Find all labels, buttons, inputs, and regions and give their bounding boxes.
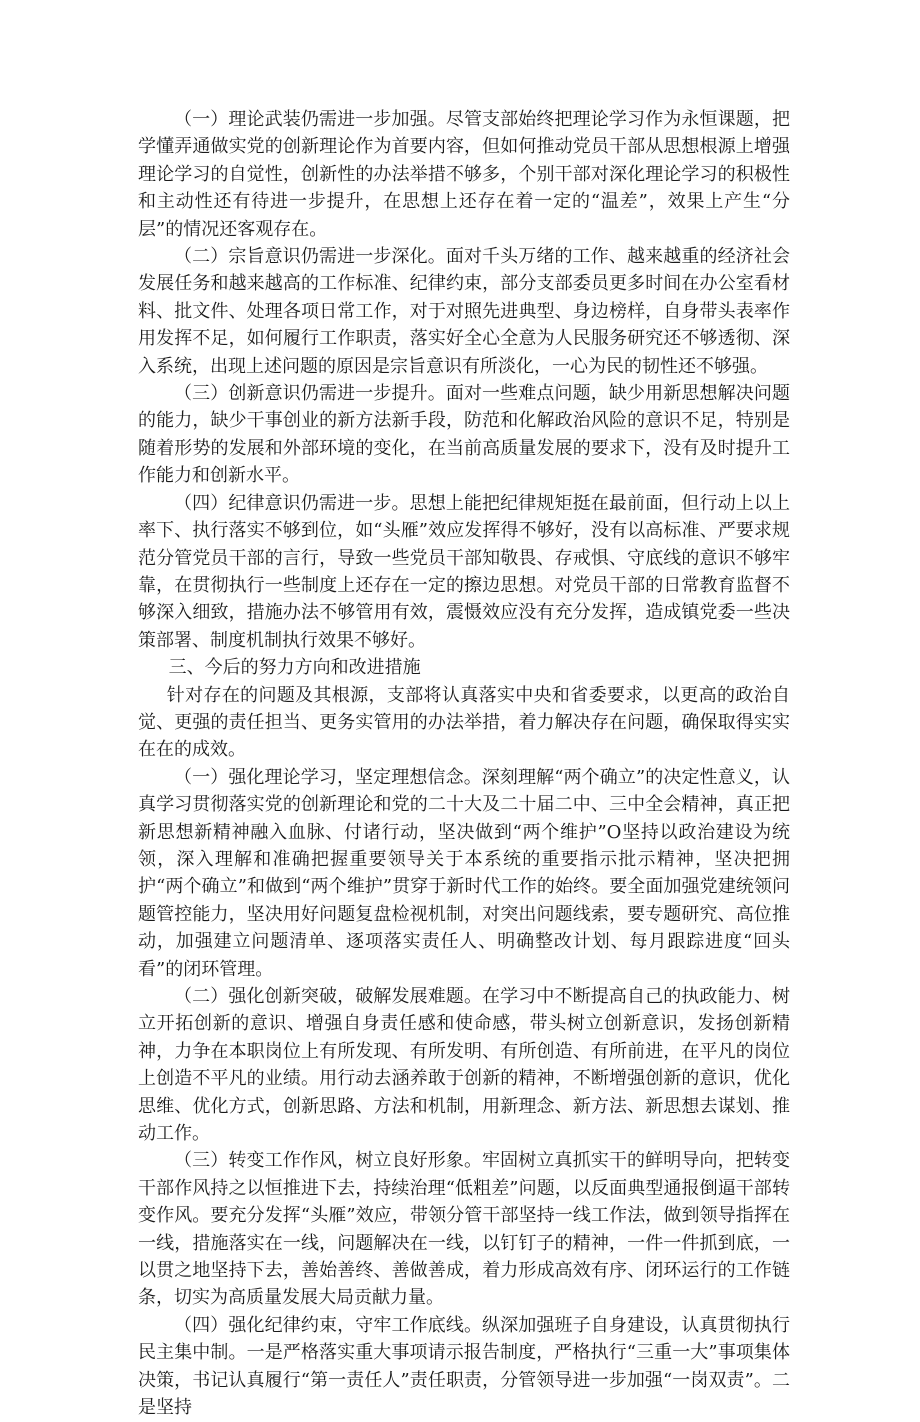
paragraph-measure-discipline: （四）强化纪律约束，守牢工作底线。纵深加强班子自身建设，认真贯彻执行民主集中制。一是严格落实重大事项请示报告制度，严格执行“三重一大”事项集体决策，书记认真履行“第一责任人”责任职责，分管领导进一步加强“一岗双责”。二是坚持 <box>138 1314 790 1419</box>
paragraph-measure-style: （三）转变工作作风，树立良好形象。牢固树立真抓实干的鲜明导向，把转变干部作风持之以恒推进下去，持续治理“低粗差”问题，以反面典型通报倒逼干部转变作风。要充分发挥“头雁”效应，带领分管干部坚持一线工作法，做到领导指挥在一线，措施落实在一线，问题解决在一线，以钉钉子的精神，一件一件抓到底，一以贯之地坚持下去，善始善终、善做善成，着力形成高效有序、闭环运行的工作链条，切实为高质量发展大局贡献力量。 <box>138 1150 790 1309</box>
section-heading-improvement: 三、今后的努力方向和改进措施 <box>168 657 421 679</box>
document-body <box>138 106 790 1422</box>
paragraph-improvement-intro: 针对存在的问题及其根源，支部将认真落实中央和省委要求，以更高的政治自觉、更强的责任担当、更务实管用的办法举措，着力解决存在问题，确保取得实实在在的成效。 <box>138 684 790 761</box>
paragraph-theory-weakness: （一）理论武装仍需进一步加强。尽管支部始终把理论学习作为永恒课题，把学懂弄通做实党的创新理论作为首要内容，但如何推动党员干部从思想根源上增强理论学习的自觉性，创新性的办法举措不够多，个别干部对深化理论学习的积极性和主动性还有待进一步提升，在思想上还存在着一定的“温差”，效果上产生“分层”的情况还客观存在。 <box>138 109 790 240</box>
paragraph-purpose-weakness: （二）宗旨意识仍需进一步深化。面对千头万绪的工作、越来越重的经济社会发展任务和越来越高的工作标准、纪律约束，部分支部委员更多时间在办公室看材料、批文件、处理各项日常工作，对于对照先进典型、身边榜样，自身带头表率作用发挥不足，如何履行工作职责，落实好全心全意为人民服务研究还不够透彻、深入系统，出现上述问题的原因是宗旨意识有所淡化，一心为民的韧性还不够强。 <box>138 246 790 377</box>
paragraph-measure-theory: （一）强化理论学习，坚定理想信念。深刻理解“两个确立”的决定性意义，认真学习贯彻落实党的创新理论和党的二十大及二十届二中、三中全会精神，真正把新思想新精神融入血脉、付诸行动，坚决做到“两个维护”O坚持以政治建设为统领，深入理解和准确把握重要领导关于本系统的重要指示批示精神，坚决把拥护“两个确立”和做到“两个维护”贯穿于新时代工作的始终。要全面加强党建统领问题管控能力，坚决用好问题复盘检视机制，对突出问题线索，要专题研究、高位推动，加强建立问题清单、逐项落实责任人、明确整改计划、每月跟踪进度“回头看”的闭环管理。 <box>138 766 790 980</box>
paragraph-innovation-weakness: （三）创新意识仍需进一步提升。面对一些难点问题，缺少用新思想解决问题的能力，缺少干事创业的新方法新手段，防范和化解政治风险的意识不足，特别是随着形势的发展和外部环境的变化，在当前高质量发展的要求下，没有及时提升工作能力和创新水平。 <box>138 383 790 487</box>
paragraph-discipline-weakness: （四）纪律意识仍需进一步。思想上能把纪律规矩挺在最前面，但行动上以上率下、执行落实不够到位，如“头雁”效应发挥得不够好，没有以高标准、严要求规范分管党员干部的言行，导致一些党员干部知敬畏、存戒惧、守底线的意识不够牢靠，在贯彻执行一些制度上还存在一定的擦边思想。对党员干部的日常教育监督不够深入细致，措施办法不够管用有效，震慑效应没有充分发挥，造成镇党委一些决策部署、制度机制执行效果不够好。 <box>138 492 790 651</box>
paragraph-measure-innovation: （二）强化创新突破，破解发展难题。在学习中不断提高自己的执政能力、树立开拓创新的意识、增强自身责任感和使命感，带头树立创新意识，发扬创新精神，力争在本职岗位上有所发现、有所发明、有所创造、有所前进，在平凡的岗位上创造不平凡的业绩。用行动去涵养敢于创新的精神，不断增强创新的意识，优化思维、优化方式，创新思路、方法和机制，用新理念、新方法、新思想去谋划、推动工作。 <box>138 986 790 1145</box>
